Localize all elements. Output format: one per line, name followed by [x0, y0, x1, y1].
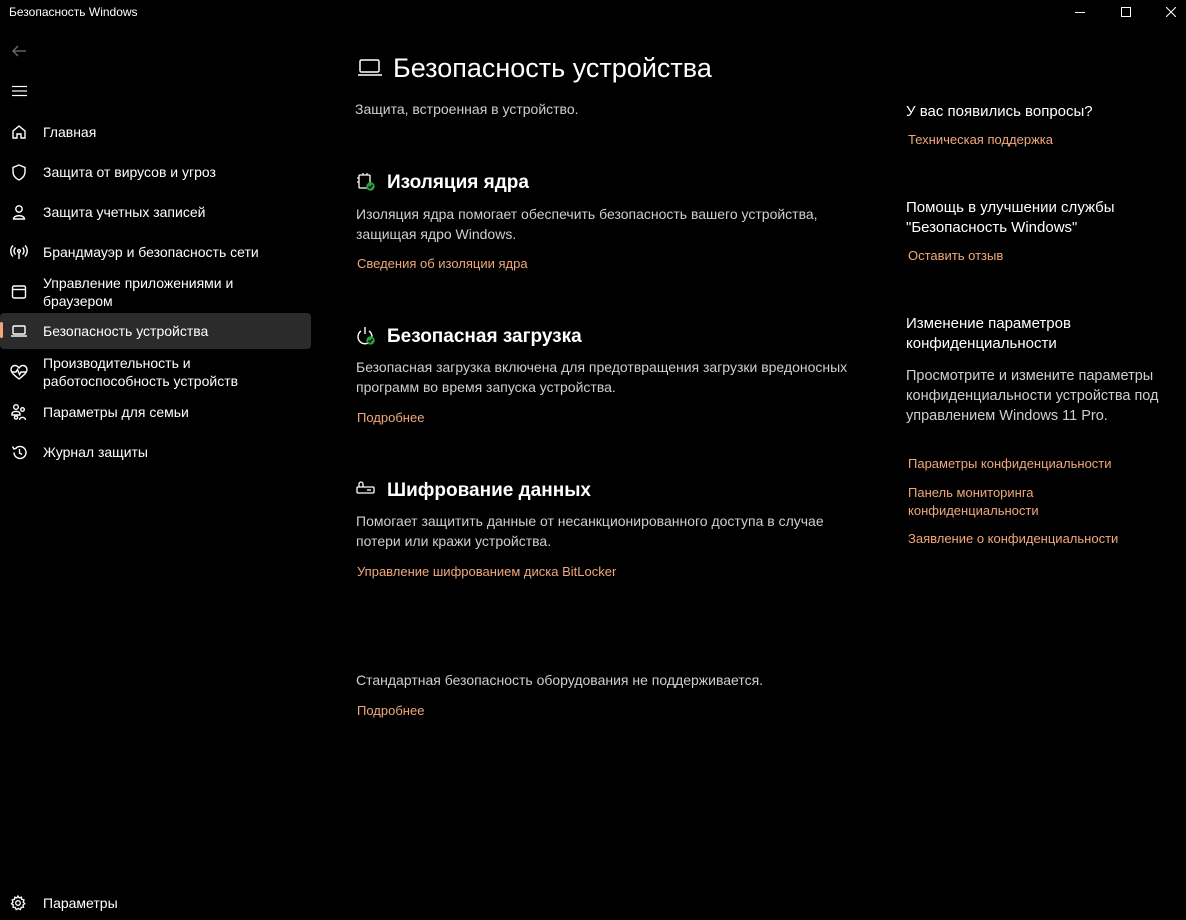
nav-item-label: Защита учетных записей [43, 204, 206, 220]
nav-item-label: Параметры для семьи [43, 404, 189, 420]
arrow-left-icon [12, 45, 26, 57]
questions-heading: У вас появились вопросы? [906, 103, 1093, 120]
section-description: Безопасная загрузка включена для предотвращения загрузки вредоносных программ во время запуска устройства. [356, 359, 848, 395]
core-isolation-icon [356, 172, 376, 197]
privacy-description: Просмотрите и измените параметры конфиденциальности устройства под управлением Windows 11 Pro. [906, 368, 1159, 424]
gear-icon [10, 895, 26, 916]
privacy-dashboard-link[interactable]: Панель мониторинга конфиденциальности [908, 485, 1039, 518]
nav-item-label: Главная [43, 124, 97, 140]
nav-item-settings[interactable] [0, 893, 311, 915]
maximize-icon [1121, 7, 1131, 17]
page-subtitle: Защита, встроенная в устройство. [355, 101, 579, 117]
section-description: Изоляция ядра помогает обеспечить безопасность вашего устройства, защищая ядро Windows. [356, 206, 818, 242]
home-icon [10, 123, 28, 141]
app-title: Безопасность Windows [9, 5, 138, 19]
app-window-icon [10, 283, 28, 301]
nav-item-label: Управление приложениями и браузером [43, 275, 234, 309]
laptop-icon [357, 58, 383, 83]
nav-item-device-performance[interactable] [0, 354, 311, 390]
nav-item-label: Защита от вирусов и угроз [43, 164, 216, 180]
give-feedback-link[interactable]: Оставить отзыв [908, 248, 1004, 263]
antenna-icon [10, 243, 28, 261]
active-indicator [0, 322, 3, 338]
close-button[interactable] [1148, 0, 1186, 24]
history-icon [10, 443, 28, 461]
title-bar [0, 0, 1186, 24]
feedback-heading: Помощь в улучшении службы "Безопасность Windows" [906, 199, 1115, 236]
nav-item-account-protection[interactable] [0, 202, 311, 222]
encryption-icon [356, 480, 376, 501]
core-isolation-details-link[interactable]: Сведения об изоляции ядра [357, 256, 528, 271]
section-title-secure-boot: Безопасная загрузка [387, 326, 582, 347]
secure-boot-icon [356, 326, 376, 351]
nav-item-home[interactable] [0, 122, 311, 142]
nav-item-virus-protection[interactable] [0, 162, 311, 182]
nav-item-label: Журнал защиты [43, 444, 148, 460]
shield-icon [10, 163, 28, 181]
back-button[interactable] [8, 40, 30, 62]
minimize-button[interactable] [1057, 0, 1103, 24]
privacy-heading: Изменение параметров конфиденциальности [906, 315, 1071, 352]
hardware-security-status: Стандартная безопасность оборудования не поддерживается. [356, 672, 764, 688]
heart-pulse-icon [10, 363, 28, 381]
section-title-data-encryption: Шифрование данных [387, 480, 591, 501]
privacy-settings-link[interactable]: Параметры конфиденциальности [908, 456, 1112, 471]
family-icon [10, 403, 28, 421]
person-icon [10, 203, 28, 221]
nav-item-label: Производительность и работоспособность устройств [43, 355, 239, 389]
nav-item-label: Брандмауэр и безопасность сети [43, 244, 259, 260]
nav-item-app-browser-control[interactable] [0, 274, 311, 310]
secure-boot-learn-more-link[interactable]: Подробнее [357, 410, 425, 425]
nav-item-protection-history[interactable] [0, 442, 311, 462]
section-title-core-isolation: Изоляция ядра [387, 172, 529, 193]
nav-item-family-options[interactable] [0, 402, 311, 422]
nav-item-device-security[interactable] [0, 313, 311, 349]
section-description: Помогает защитить данные от несанкционированного доступа в случае потери или кражи устройства. [356, 513, 824, 549]
menu-button[interactable] [8, 80, 30, 102]
page-title: Безопасность устройства [393, 53, 712, 83]
hardware-learn-more-link[interactable]: Подробнее [357, 703, 425, 718]
laptop-icon [10, 322, 28, 340]
maximize-button[interactable] [1103, 0, 1149, 24]
privacy-statement-link[interactable]: Заявление о конфиденциальности [908, 531, 1119, 546]
nav-item-label: Безопасность устройства [43, 323, 209, 339]
bitlocker-management-link[interactable]: Управление шифрованием диска BitLocker [357, 564, 617, 579]
minimize-icon [1075, 7, 1085, 17]
close-icon [1166, 7, 1176, 17]
nav-item-label: Параметры [43, 895, 118, 911]
nav-item-firewall[interactable] [0, 242, 311, 262]
hamburger-icon [12, 85, 27, 97]
technical-support-link[interactable]: Техническая поддержка [908, 132, 1053, 147]
